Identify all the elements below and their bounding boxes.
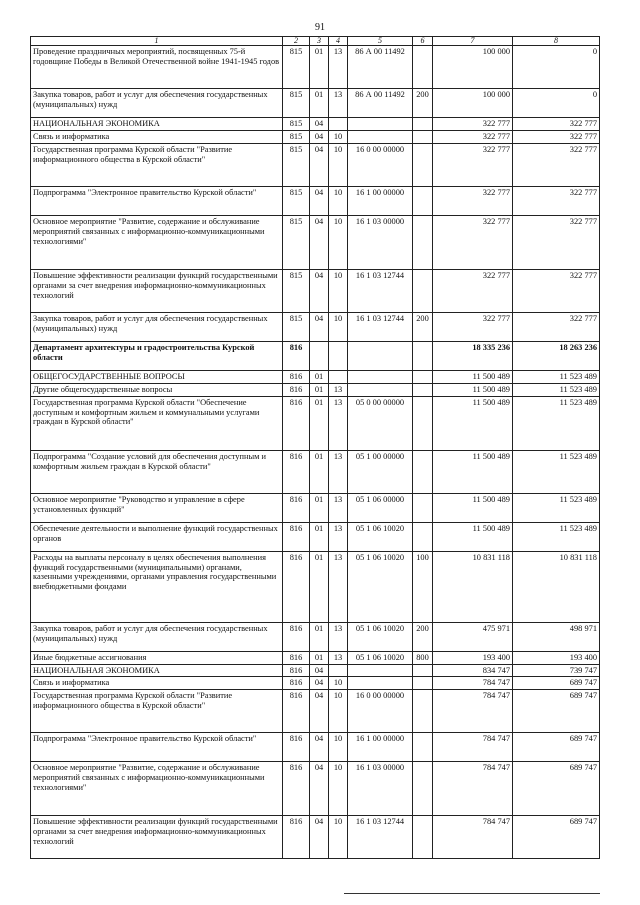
row-name-cell: Повышение эффективности реализации функций государственными органами за счет внедрения информационно-коммуникационных технологий (31, 816, 283, 859)
page-number: 91 (315, 22, 325, 33)
table-row (31, 664, 600, 677)
amount-year2-cell: 10 831 118 (513, 551, 600, 622)
subsection-code-cell: 13 (329, 551, 348, 622)
row-name-cell: Расходы на выплаты персоналу в целях обеспечения выполнения функций государственными (муниципальными) органами, казенными учреждениями, органами управления государственными внебюджетными фондами (31, 551, 283, 622)
row-name-cell: Закупка товаров, работ и услуг для обеспечения государственных (муниципальных) нужд (31, 89, 283, 118)
expense-type-cell (413, 450, 433, 493)
ministry-code-cell: 815 (283, 269, 310, 312)
subsection-code-cell: 13 (329, 493, 348, 522)
amount-year2-cell: 11 523 489 (513, 396, 600, 450)
target-article-cell: 05 1 06 10020 (348, 651, 413, 664)
subsection-code-cell: 10 (329, 186, 348, 215)
amount-year1-cell: 18 335 236 (433, 341, 513, 370)
amount-year2-cell: 689 747 (513, 762, 600, 816)
table-row (31, 551, 600, 622)
ministry-code-cell: 816 (283, 396, 310, 450)
table-row (31, 312, 600, 341)
table-row (31, 370, 600, 383)
section-code-cell: 04 (310, 215, 329, 269)
amount-year2-cell: 322 777 (513, 143, 600, 186)
column-number-row (31, 37, 600, 46)
table-row (31, 522, 600, 551)
target-article-cell (348, 118, 413, 131)
section-code-cell: 04 (310, 118, 329, 131)
column-header: 5 (348, 37, 413, 46)
target-article-cell: 86 А 00 11492 (348, 89, 413, 118)
target-article-cell: 05 0 00 00000 (348, 396, 413, 450)
table-row (31, 493, 600, 522)
subsection-code-cell: 13 (329, 383, 348, 396)
section-code-cell: 04 (310, 762, 329, 816)
amount-year2-cell: 322 777 (513, 215, 600, 269)
amount-year2-cell: 689 747 (513, 816, 600, 859)
ministry-code-cell: 816 (283, 551, 310, 622)
amount-year2-cell: 193 400 (513, 651, 600, 664)
expense-type-cell: 800 (413, 651, 433, 664)
section-code-cell: 01 (310, 622, 329, 651)
section-code-cell: 01 (310, 493, 329, 522)
amount-year2-cell: 322 777 (513, 312, 600, 341)
ministry-code-cell: 815 (283, 215, 310, 269)
subsection-code-cell: 13 (329, 89, 348, 118)
target-article-cell: 86 А 00 11492 (348, 46, 413, 89)
expense-type-cell (413, 816, 433, 859)
amount-year2-cell: 689 747 (513, 690, 600, 733)
target-article-cell: 05 1 06 10020 (348, 551, 413, 622)
ministry-code-cell: 816 (283, 522, 310, 551)
row-name-cell: Подпрограмма "Электронное правительство Курской области" (31, 186, 283, 215)
table-row (31, 450, 600, 493)
amount-year2-cell: 322 777 (513, 118, 600, 131)
target-article-cell (348, 664, 413, 677)
section-code-cell: 01 (310, 450, 329, 493)
section-code-cell: 01 (310, 370, 329, 383)
column-header: 4 (329, 37, 348, 46)
target-article-cell: 16 1 03 00000 (348, 215, 413, 269)
ministry-code-cell: 816 (283, 664, 310, 677)
row-name-cell: Обеспечение деятельности и выполнение функций государственных органов (31, 522, 283, 551)
amount-year2-cell: 322 777 (513, 130, 600, 143)
section-code-cell: 04 (310, 269, 329, 312)
expense-type-cell (413, 762, 433, 816)
row-name-cell: Основное мероприятие "Руководство и управление в сфере установленных функций" (31, 493, 283, 522)
amount-year1-cell: 100 000 (433, 46, 513, 89)
section-code-cell: 01 (310, 651, 329, 664)
amount-year2-cell: 689 747 (513, 733, 600, 762)
section-code-cell: 04 (310, 130, 329, 143)
expense-type-cell (413, 215, 433, 269)
target-article-cell (348, 383, 413, 396)
row-name-cell: Департамент архитектуры и градостроительства Курской области (31, 341, 283, 370)
subsection-code-cell: 13 (329, 522, 348, 551)
column-header: 3 (310, 37, 329, 46)
row-name-cell: Повышение эффективности реализации функций государственными органами за счет внедрения информационно-коммуникационных технологий (31, 269, 283, 312)
section-code-cell: 01 (310, 396, 329, 450)
ministry-code-cell: 816 (283, 651, 310, 664)
expense-type-cell (413, 130, 433, 143)
expense-type-cell: 200 (413, 89, 433, 118)
target-article-cell: 16 1 00 00000 (348, 186, 413, 215)
expense-type-cell (413, 677, 433, 690)
expense-type-cell: 200 (413, 312, 433, 341)
ministry-code-cell: 815 (283, 46, 310, 89)
amount-year2-cell: 322 777 (513, 269, 600, 312)
amount-year1-cell: 784 747 (433, 690, 513, 733)
amount-year1-cell: 784 747 (433, 733, 513, 762)
amount-year1-cell: 834 747 (433, 664, 513, 677)
amount-year2-cell: 689 747 (513, 677, 600, 690)
expense-type-cell (413, 370, 433, 383)
row-name-cell: Закупка товаров, работ и услуг для обеспечения государственных (муниципальных) нужд (31, 622, 283, 651)
subsection-code-cell: 10 (329, 215, 348, 269)
subsection-code-cell (329, 664, 348, 677)
row-name-cell: НАЦИОНАЛЬНАЯ ЭКОНОМИКА (31, 664, 283, 677)
expense-type-cell (413, 118, 433, 131)
subsection-code-cell (329, 370, 348, 383)
expense-type-cell (413, 522, 433, 551)
row-name-cell: Подпрограмма "Электронное правительство Курской области" (31, 733, 283, 762)
amount-year1-cell: 100 000 (433, 89, 513, 118)
ministry-code-cell: 816 (283, 383, 310, 396)
amount-year2-cell: 322 777 (513, 186, 600, 215)
amount-year1-cell: 11 500 489 (433, 450, 513, 493)
amount-year1-cell: 784 747 (433, 762, 513, 816)
subsection-code-cell: 13 (329, 450, 348, 493)
table-row (31, 186, 600, 215)
expense-type-cell (413, 690, 433, 733)
section-code-cell: 04 (310, 733, 329, 762)
row-name-cell: Государственная программа Курской области "Обеспечение доступным и комфортным жильем и коммунальными услугами граждан в Курской области" (31, 396, 283, 450)
amount-year2-cell: 18 263 236 (513, 341, 600, 370)
table-row (31, 816, 600, 859)
table-row (31, 341, 600, 370)
subsection-code-cell: 13 (329, 651, 348, 664)
subsection-code-cell: 10 (329, 143, 348, 186)
ministry-code-cell: 816 (283, 450, 310, 493)
target-article-cell: 16 0 00 00000 (348, 143, 413, 186)
section-code-cell: 01 (310, 551, 329, 622)
section-code-cell (310, 341, 329, 370)
section-code-cell: 01 (310, 383, 329, 396)
row-name-cell: Государственная программа Курской области "Развитие информационного общества в Курской области" (31, 143, 283, 186)
target-article-cell: 16 1 03 12744 (348, 312, 413, 341)
ministry-code-cell: 816 (283, 677, 310, 690)
amount-year1-cell: 322 777 (433, 130, 513, 143)
ministry-code-cell: 815 (283, 186, 310, 215)
column-header: 7 (433, 37, 513, 46)
section-code-cell: 04 (310, 312, 329, 341)
amount-year1-cell: 11 500 489 (433, 370, 513, 383)
section-code-cell: 01 (310, 89, 329, 118)
amount-year1-cell: 322 777 (433, 269, 513, 312)
budget-table (30, 36, 600, 859)
ministry-code-cell: 816 (283, 762, 310, 816)
section-code-cell: 04 (310, 690, 329, 733)
amount-year1-cell: 322 777 (433, 186, 513, 215)
section-code-cell: 04 (310, 186, 329, 215)
ministry-code-cell: 815 (283, 130, 310, 143)
expense-type-cell (413, 493, 433, 522)
amount-year1-cell: 11 500 489 (433, 493, 513, 522)
section-code-cell: 04 (310, 143, 329, 186)
subsection-code-cell: 13 (329, 46, 348, 89)
amount-year1-cell: 322 777 (433, 312, 513, 341)
target-article-cell: 16 1 03 12744 (348, 816, 413, 859)
target-article-cell: 16 1 03 12744 (348, 269, 413, 312)
target-article-cell (348, 341, 413, 370)
subsection-code-cell: 13 (329, 396, 348, 450)
table-row (31, 622, 600, 651)
column-header: 8 (513, 37, 600, 46)
target-article-cell: 16 1 00 00000 (348, 733, 413, 762)
target-article-cell: 05 1 06 00000 (348, 493, 413, 522)
table-row (31, 89, 600, 118)
column-header: 1 (31, 37, 283, 46)
subsection-code-cell: 10 (329, 816, 348, 859)
table-row (31, 677, 600, 690)
amount-year1-cell: 11 500 489 (433, 522, 513, 551)
section-code-cell: 04 (310, 664, 329, 677)
amount-year1-cell: 193 400 (433, 651, 513, 664)
ministry-code-cell: 816 (283, 733, 310, 762)
row-name-cell: Связь и информатика (31, 130, 283, 143)
amount-year1-cell: 322 777 (433, 143, 513, 186)
table-row (31, 118, 600, 131)
table-row (31, 733, 600, 762)
subsection-code-cell: 10 (329, 762, 348, 816)
subsection-code-cell: 10 (329, 130, 348, 143)
row-name-cell: Закупка товаров, работ и услуг для обеспечения государственных (муниципальных) нужд (31, 312, 283, 341)
expense-type-cell (413, 733, 433, 762)
amount-year1-cell: 10 831 118 (433, 551, 513, 622)
ministry-code-cell: 816 (283, 493, 310, 522)
table-body (31, 46, 600, 859)
target-article-cell (348, 677, 413, 690)
row-name-cell: Основное мероприятие "Развитие, содержание и обслуживание мероприятий связанных с информационно-коммуникационными технологиями" (31, 215, 283, 269)
row-name-cell: Другие общегосударственные вопросы (31, 383, 283, 396)
table-row (31, 383, 600, 396)
amount-year2-cell: 11 523 489 (513, 493, 600, 522)
column-header: 6 (413, 37, 433, 46)
subsection-code-cell: 10 (329, 690, 348, 733)
amount-year1-cell: 11 500 489 (433, 396, 513, 450)
amount-year1-cell: 322 777 (433, 215, 513, 269)
row-name-cell: Иные бюджетные ассигнования (31, 651, 283, 664)
subsection-code-cell (329, 118, 348, 131)
ministry-code-cell: 815 (283, 312, 310, 341)
row-name-cell: Проведение праздничных мероприятий, посвященных 75-й годовщине Победы в Великой Отечественной войне 1941-1945 годов (31, 46, 283, 89)
subsection-code-cell: 10 (329, 677, 348, 690)
amount-year1-cell: 784 747 (433, 816, 513, 859)
expense-type-cell (413, 186, 433, 215)
target-article-cell: 16 1 03 00000 (348, 762, 413, 816)
footer-rule (344, 893, 600, 894)
expense-type-cell (413, 383, 433, 396)
table-row (31, 215, 600, 269)
subsection-code-cell: 10 (329, 733, 348, 762)
ministry-code-cell: 816 (283, 690, 310, 733)
amount-year1-cell: 322 777 (433, 118, 513, 131)
expense-type-cell (413, 269, 433, 312)
amount-year1-cell: 475 971 (433, 622, 513, 651)
subsection-code-cell: 10 (329, 269, 348, 312)
section-code-cell: 01 (310, 522, 329, 551)
target-article-cell: 16 0 00 00000 (348, 690, 413, 733)
target-article-cell (348, 130, 413, 143)
column-header: 2 (283, 37, 310, 46)
table-row (31, 396, 600, 450)
amount-year2-cell: 739 747 (513, 664, 600, 677)
ministry-code-cell: 815 (283, 118, 310, 131)
amount-year2-cell: 11 523 489 (513, 450, 600, 493)
ministry-code-cell: 816 (283, 341, 310, 370)
row-name-cell: Основное мероприятие "Развитие, содержание и обслуживание мероприятий связанных с информационно-коммуникационными технологиями" (31, 762, 283, 816)
subsection-code-cell: 13 (329, 622, 348, 651)
table-row (31, 269, 600, 312)
table-row (31, 130, 600, 143)
table-row (31, 690, 600, 733)
subsection-code-cell: 10 (329, 312, 348, 341)
table-row (31, 143, 600, 186)
ministry-code-cell: 815 (283, 89, 310, 118)
row-name-cell: Связь и информатика (31, 677, 283, 690)
expense-type-cell (413, 143, 433, 186)
ministry-code-cell: 816 (283, 816, 310, 859)
amount-year2-cell: 11 523 489 (513, 522, 600, 551)
row-name-cell: НАЦИОНАЛЬНАЯ ЭКОНОМИКА (31, 118, 283, 131)
expense-type-cell: 100 (413, 551, 433, 622)
section-code-cell: 04 (310, 816, 329, 859)
table-row (31, 651, 600, 664)
target-article-cell: 05 1 00 00000 (348, 450, 413, 493)
expense-type-cell (413, 341, 433, 370)
ministry-code-cell: 815 (283, 143, 310, 186)
amount-year2-cell: 11 523 489 (513, 370, 600, 383)
row-name-cell: ОБЩЕГОСУДАРСТВЕННЫЕ ВОПРОСЫ (31, 370, 283, 383)
row-name-cell: Государственная программа Курской области "Развитие информационного общества в Курской области" (31, 690, 283, 733)
ministry-code-cell: 816 (283, 370, 310, 383)
section-code-cell: 01 (310, 46, 329, 89)
section-code-cell: 04 (310, 677, 329, 690)
amount-year2-cell: 11 523 489 (513, 383, 600, 396)
expense-type-cell: 200 (413, 622, 433, 651)
amount-year2-cell: 498 971 (513, 622, 600, 651)
expense-type-cell (413, 46, 433, 89)
table-row (31, 762, 600, 816)
ministry-code-cell: 816 (283, 622, 310, 651)
table-row (31, 46, 600, 89)
target-article-cell: 05 1 06 10020 (348, 522, 413, 551)
target-article-cell (348, 370, 413, 383)
amount-year1-cell: 784 747 (433, 677, 513, 690)
amount-year2-cell: 0 (513, 46, 600, 89)
expense-type-cell (413, 396, 433, 450)
expense-type-cell (413, 664, 433, 677)
subsection-code-cell (329, 341, 348, 370)
amount-year2-cell: 0 (513, 89, 600, 118)
row-name-cell: Подпрограмма "Создание условий для обеспечения доступным и комфортным жильем граждан в Курской области" (31, 450, 283, 493)
target-article-cell: 05 1 06 10020 (348, 622, 413, 651)
amount-year1-cell: 11 500 489 (433, 383, 513, 396)
